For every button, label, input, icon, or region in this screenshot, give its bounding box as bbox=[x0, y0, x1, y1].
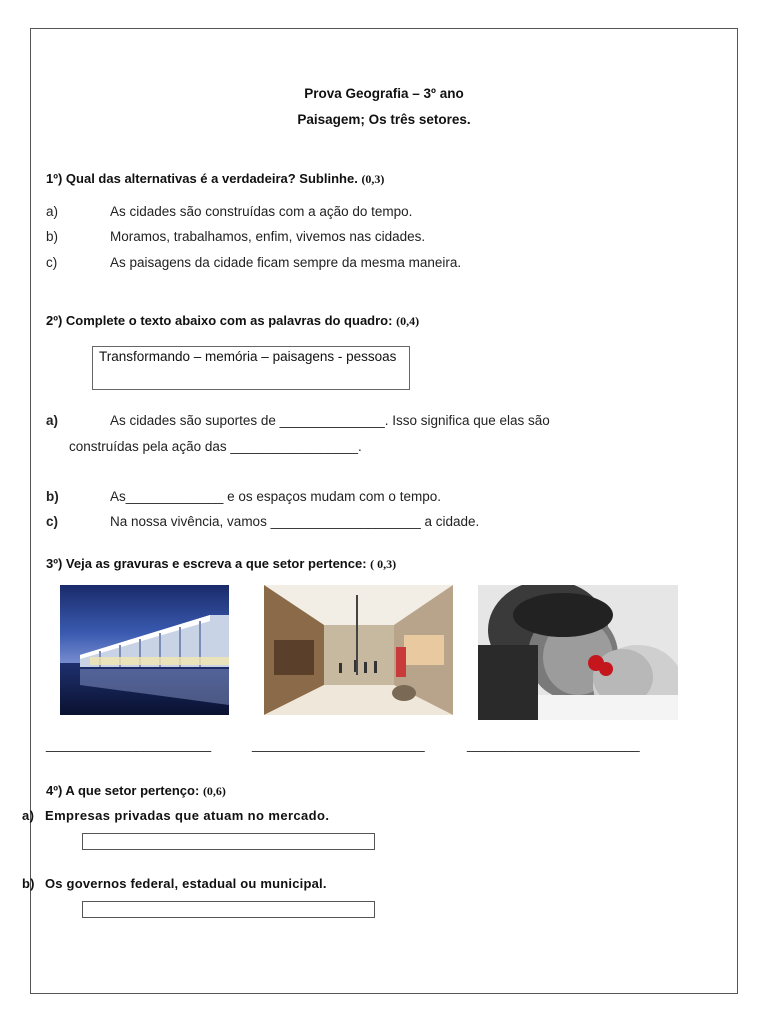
question-1-prompt: 1º) Qual das alternativas é a verdadeira? Sublinhe. bbox=[46, 171, 358, 186]
q4-item-a bbox=[22, 808, 329, 823]
q1-option-b-letter: b) bbox=[46, 229, 59, 244]
q4-item-a-letter: a) bbox=[22, 808, 35, 823]
q2-item-b-text: As_____________ e os espaços mudam com o tempo. bbox=[110, 489, 441, 504]
question-3-points: ( 0,3) bbox=[370, 557, 397, 571]
q1-option-a[interactable] bbox=[46, 204, 412, 219]
question-3-prompt: 3º) Veja as gravuras e escreva a que setor pertence: bbox=[46, 556, 367, 571]
shopping-mall-photo bbox=[264, 585, 453, 715]
q4-answer-box-b[interactable] bbox=[82, 901, 375, 918]
page-subtitle: Paisagem; Os três setores. bbox=[297, 112, 471, 127]
q1-option-b-text: Moramos, trabalhamos, enfim, vivemos nas cidades. bbox=[110, 229, 426, 244]
q4-item-b-letter: b) bbox=[22, 876, 35, 891]
word-bank-box: Transformando – memória – paisagens - pessoas bbox=[92, 346, 410, 390]
q2-item-c-letter: c) bbox=[46, 514, 59, 529]
page-title: Prova Geografia – 3º ano bbox=[304, 86, 464, 101]
q4-answer-box-a[interactable] bbox=[82, 833, 375, 850]
q1-option-c[interactable] bbox=[46, 255, 461, 270]
q4-item-b-text: Os governos federal, estadual ou municipal. bbox=[45, 876, 327, 891]
question-4-points: (0,6) bbox=[202, 784, 226, 798]
question-2-heading bbox=[46, 313, 419, 329]
q1-option-a-text: As cidades são construídas com a ação do tempo. bbox=[110, 204, 413, 219]
q1-option-b[interactable] bbox=[46, 229, 425, 244]
q2-item-c bbox=[46, 514, 479, 529]
q1-option-c-text: As paisagens da cidade ficam sempre da mesma maneira. bbox=[110, 255, 462, 270]
q3-answer-line-2[interactable]: _______________________ bbox=[252, 737, 425, 752]
question-4-prompt: 4º) A que setor pertenço: bbox=[46, 783, 200, 798]
question-1-points: (0,3) bbox=[361, 172, 385, 186]
question-3-heading bbox=[46, 556, 396, 572]
clown-nose-photo bbox=[478, 585, 678, 720]
q4-item-a-text: Empresas privadas que atuam no mercado. bbox=[45, 808, 330, 823]
question-4-heading bbox=[46, 783, 226, 799]
q2-item-b-letter: b) bbox=[46, 489, 59, 504]
q3-answer-line-1[interactable]: ______________________ bbox=[46, 737, 212, 752]
q2-item-a-continuation: construídas pela ação das _________________. bbox=[69, 439, 362, 454]
q2-item-a-text: As cidades são suportes de ______________. Isso significa que elas são bbox=[110, 413, 550, 428]
q1-option-c-letter: c) bbox=[46, 255, 58, 270]
building-photo bbox=[60, 585, 229, 715]
q1-option-a-letter: a) bbox=[46, 204, 59, 219]
question-2-points: (0,4) bbox=[396, 314, 420, 328]
question-2-prompt: 2º) Complete o texto abaixo com as palavras do quadro: bbox=[46, 313, 393, 328]
q2-item-c-text: Na nossa vivência, vamos ____________________ a cidade. bbox=[110, 514, 480, 529]
q2-item-a bbox=[46, 413, 550, 428]
q3-answer-line-3[interactable]: _______________________ bbox=[467, 737, 640, 752]
q2-item-b bbox=[46, 489, 441, 504]
q2-item-a-letter: a) bbox=[46, 413, 59, 428]
q4-item-b bbox=[22, 876, 327, 891]
question-1-heading bbox=[46, 171, 384, 187]
